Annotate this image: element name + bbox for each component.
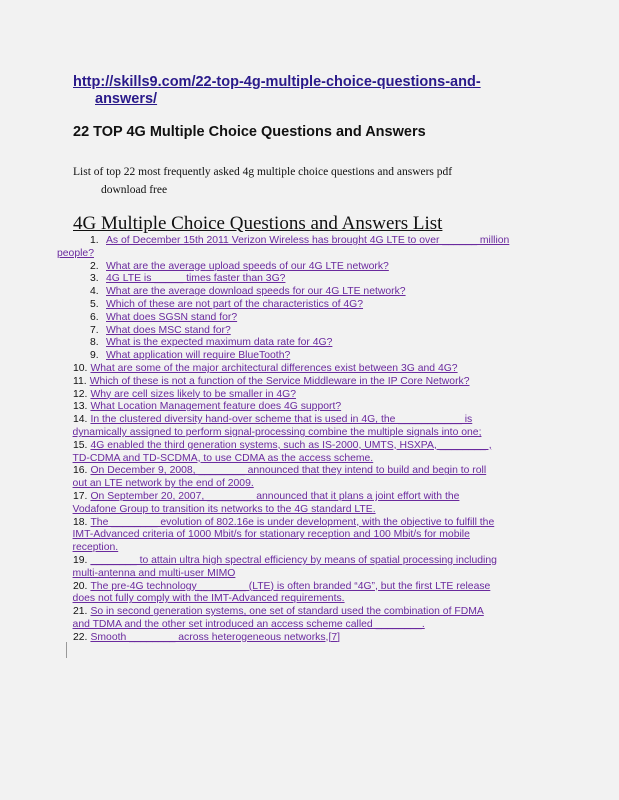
question-number: 20.: [73, 580, 88, 592]
question-text-line: and TDMA and the other set introduced an access scheme called ________.: [72, 618, 425, 630]
question-number: 10.: [73, 362, 88, 374]
question-item: [73, 337, 548, 350]
question-link[interactable]: [90, 363, 457, 374]
question-item: [73, 363, 548, 376]
question-number: 16.: [73, 465, 88, 477]
question-number: 3.: [90, 273, 99, 285]
question-number: 14.: [73, 414, 88, 426]
page-title: 22 TOP 4G Multiple Choice Questions and Answers: [73, 124, 426, 140]
question-text-line: multi-antenna and multi-user MIMO: [72, 567, 236, 579]
question-item: [73, 376, 548, 389]
question-item: [73, 299, 548, 312]
question-link[interactable]: [106, 350, 290, 361]
question-number: 8.: [90, 337, 99, 349]
question-number: 6.: [90, 311, 99, 323]
question-text-line: What is the expected maximum data rate for 4G?: [106, 337, 333, 349]
question-text-line: people?: [57, 247, 94, 259]
question-text-line: On September 20, 2007, ________ announced that it plans a joint effort with the: [90, 490, 460, 502]
question-text-line: IMT-Advanced criteria of 1000 Mbit/s for stationary reception and 100 Mbit/s for mobile: [72, 529, 470, 541]
source-url-line1: http://skills9.com/22-top-4g-multiple-choice-questions-and-: [73, 74, 481, 90]
question-link[interactable]: [106, 325, 231, 336]
question-text-line: 4G LTE is _____ times faster than 3G?: [106, 273, 286, 285]
question-text-line: What are the average upload speeds of our 4G LTE network?: [106, 260, 389, 272]
intro-paragraph: [73, 163, 543, 199]
question-item: [73, 389, 548, 402]
question-item: [73, 440, 548, 466]
question-text-line: ________ to attain ultra high spectral efficiency by means of spatial processing including: [90, 554, 497, 566]
question-link[interactable]: [73, 606, 548, 632]
question-text-line: out an LTE network by the end of 2009.: [72, 478, 254, 490]
question-number: 18.: [73, 516, 88, 528]
question-text-line: The pre-4G technology ________ (LTE) is often branded “4G”, but the first LTE release: [90, 580, 491, 592]
text-cursor: [66, 642, 67, 658]
question-item: [73, 273, 548, 286]
question-link[interactable]: [106, 299, 363, 310]
question-number: 17.: [73, 490, 88, 502]
question-number: 22.: [73, 631, 88, 643]
question-item: [73, 491, 548, 517]
question-text-line: As of December 15th 2011 Verizon Wireless has brought 4G LTE to over ______ million: [106, 235, 510, 246]
question-item: [73, 414, 548, 440]
question-number: 4.: [90, 286, 99, 298]
question-text-line: reception.: [72, 542, 119, 554]
question-link[interactable]: [73, 491, 548, 517]
question-item: [73, 401, 548, 414]
question-text-line: The ________ evolution of 802.16e is under development, with the objective to fulfill the: [90, 516, 495, 528]
question-text-line: What application will require BlueTooth?: [106, 350, 291, 362]
question-link[interactable]: [90, 401, 341, 412]
question-link[interactable]: [73, 440, 548, 466]
question-link[interactable]: [73, 581, 548, 607]
question-text-line: What are the average download speeds for our 4G LTE network?: [106, 286, 406, 298]
question-text-line: On December 9, 2008, ________ announced that they intend to build and begin to roll: [90, 465, 487, 477]
question-link[interactable]: [106, 261, 389, 272]
question-item: [73, 325, 548, 338]
question-link[interactable]: [106, 286, 406, 297]
question-link[interactable]: [73, 555, 548, 581]
question-link[interactable]: [73, 414, 548, 440]
question-text-line: So in second generation systems, one set of standard used the combination of FDMA: [90, 606, 484, 618]
question-link[interactable]: [90, 632, 340, 643]
question-item: [57, 235, 548, 261]
question-item: [73, 517, 548, 555]
question-item: [73, 350, 548, 363]
question-link[interactable]: [90, 389, 296, 400]
question-number: 9.: [90, 350, 99, 362]
question-item: [73, 555, 548, 581]
question-number: 2.: [90, 260, 99, 272]
list-heading: 4G Multiple Choice Questions and Answers List: [73, 213, 443, 234]
source-url-link[interactable]: [73, 74, 543, 108]
question-number: 1.: [90, 235, 99, 246]
question-text-line: Smooth ________ across heterogeneous networks,[7]: [90, 631, 340, 643]
question-text-line: does not fully comply with the IMT-Advanced requirements.: [72, 593, 345, 605]
question-item: [73, 312, 548, 325]
question-number: 5.: [90, 298, 99, 310]
source-url-line2: answers/: [95, 91, 158, 107]
intro-line2: download free: [101, 184, 168, 196]
question-link[interactable]: [106, 312, 237, 323]
question-item: [73, 632, 548, 645]
question-text-line: Vodafone Group to transition its networks to the 4G standard LTE.: [72, 503, 376, 515]
question-link[interactable]: [90, 376, 470, 387]
question-text-line: Why are cell sizes likely to be smaller in 4G?: [90, 388, 297, 400]
question-text-line: What Location Management feature does 4G support?: [90, 401, 342, 413]
question-number: 15.: [73, 439, 88, 451]
question-item: [73, 581, 548, 607]
question-text-line: 4G enabled the third generation systems, such as IS-2000, UMTS, HSXPA, ________ ,: [90, 439, 492, 451]
question-text-line: In the clustered diversity hand-over scheme that is used in 4G, the ___________ is: [90, 414, 473, 426]
question-number: 12.: [73, 388, 88, 400]
question-link[interactable]: [73, 465, 548, 491]
question-text-line: TD-CDMA and TD-SCDMA, to use CDMA as the access scheme.: [72, 452, 374, 464]
question-text-line: dynamically assigned to perform signal-processing combine the multiple signals into one;: [72, 426, 482, 438]
question-text-line: What does SGSN stand for?: [106, 311, 238, 323]
question-number: 13.: [73, 401, 88, 413]
question-text-line: Which of these are not part of the characteristics of 4G?: [106, 298, 364, 310]
question-list: [57, 235, 548, 645]
intro-line1: List of top 22 most frequently asked 4g multiple choice questions and answers pdf: [73, 166, 453, 178]
question-number: 21.: [73, 606, 88, 618]
question-link[interactable]: [57, 235, 548, 261]
question-link[interactable]: [106, 273, 285, 284]
question-text-line: What are some of the major architectural differences exist between 3G and 4G?: [90, 362, 458, 374]
question-text-line: Which of these is not a function of the Service Middleware in the IP Core Network?: [89, 375, 470, 387]
question-number: 11.: [73, 375, 87, 387]
question-number: 7.: [90, 324, 99, 336]
question-item: [73, 286, 548, 299]
question-link[interactable]: [73, 517, 548, 555]
question-item: [73, 261, 548, 274]
question-item: [73, 465, 548, 491]
question-link[interactable]: [106, 337, 332, 348]
question-text-line: What does MSC stand for?: [106, 324, 231, 336]
question-item: [73, 606, 548, 632]
question-number: 19.: [73, 554, 88, 566]
